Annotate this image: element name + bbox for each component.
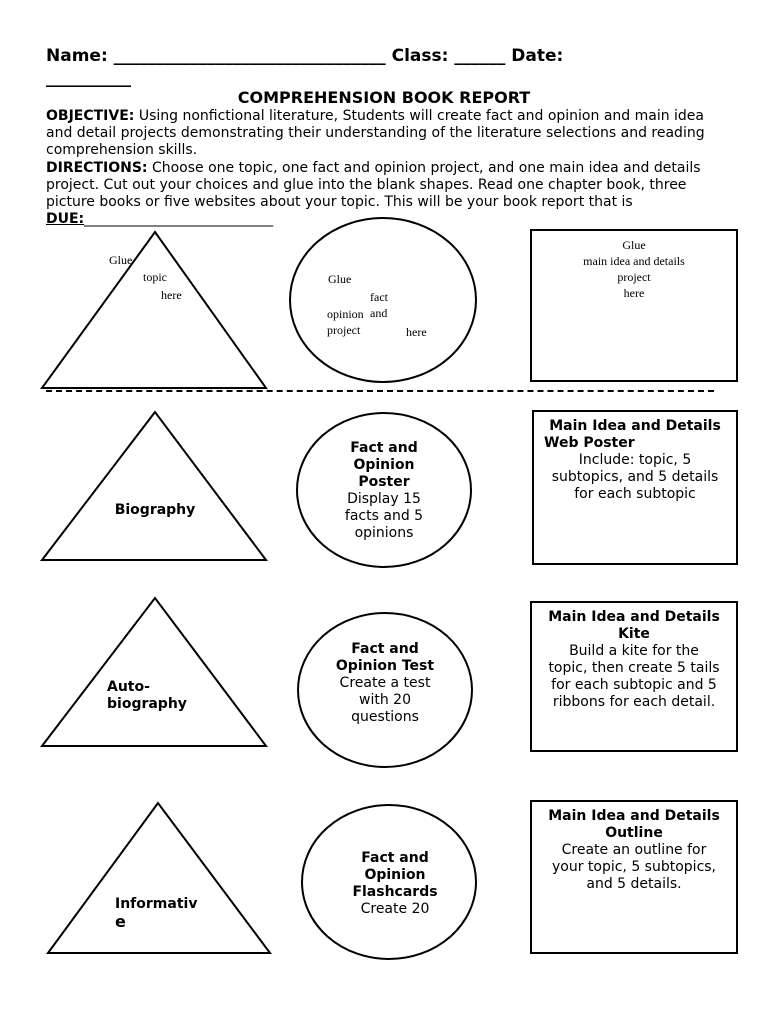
topic-triangle-biography — [42, 412, 266, 560]
date-blank[interactable]: __________ — [46, 68, 131, 88]
class-blank[interactable]: ______ — [454, 46, 506, 66]
date-label: Date: — [511, 46, 564, 66]
topic-label-autobiography: Auto- biography — [107, 679, 187, 712]
page-title: COMPREHENSION BOOK REPORT — [237, 88, 531, 107]
topic-label-biography: Biography — [114, 502, 196, 518]
glue-fact-word: opinion project — [327, 307, 364, 337]
class-label: Class: — [391, 46, 449, 66]
glue-topic-word: here — [161, 288, 182, 302]
glue-fact-word: Glue — [328, 272, 352, 286]
main-idea-option-outline: Main Idea and Details Outline Create an outline for your topic, 5 subtopics, and 5 details. — [530, 800, 738, 954]
due-blank[interactable]: ___________________________ — [84, 211, 274, 227]
glue-fact-word: fact and — [370, 290, 388, 320]
fact-option-poster: Fact and Opinion Poster Display 15 facts and 5 opinions — [344, 440, 424, 541]
glue-box-line: Glue — [622, 238, 646, 252]
glue-fact-word: here — [406, 325, 427, 339]
directions-text: Choose one topic, one fact and opinion project, and one main idea and details project. Cut out your choices and glue into the blank shapes. Read one chapter book, three picture books or five websites about your topic. This will be your book report that is — [46, 160, 701, 210]
cut-divider — [46, 390, 714, 392]
glue-main-idea-box — [530, 229, 738, 382]
name-blank[interactable]: ________________________________ — [113, 46, 386, 66]
glue-box-line: here — [623, 286, 645, 300]
directions-label: DIRECTIONS: — [46, 160, 148, 176]
due-label: DUE: — [46, 211, 85, 227]
main-idea-option-kite: Main Idea and Details Kite Build a kite for the topic, then create 5 tails for each subtopic and 5 ribbons for each detail. — [530, 601, 738, 752]
topic-triangle-autobiography — [42, 598, 266, 746]
glue-box-line: project — [617, 270, 651, 284]
glue-box-line: main idea and details — [583, 254, 685, 268]
topic-triangle-informative — [48, 803, 270, 953]
glue-topic-word: topic — [143, 270, 167, 284]
fact-option-test: Fact and Opinion Test Create a test with 20 questions — [335, 641, 435, 725]
name-label: Name: — [46, 46, 108, 66]
fact-option-flashcards: Fact and Opinion Flashcards Create 20 — [352, 850, 438, 917]
glue-topic-triangle — [42, 232, 266, 388]
objective-text: Using nonfictional literature, Students will create fact and opinion and main idea and detail projects demonstrating their understanding of the literature selections and reading comprehension skills. — [46, 108, 705, 158]
main-idea-option-web-poster: Main Idea and Details Web Poster Include: topic, 5 subtopics, and 5 details for each subtopic — [532, 410, 738, 565]
objective-label: OBJECTIVE: — [46, 108, 135, 124]
topic-label-informative: Informativ e — [115, 896, 198, 931]
glue-topic-word: Glue — [109, 253, 133, 267]
